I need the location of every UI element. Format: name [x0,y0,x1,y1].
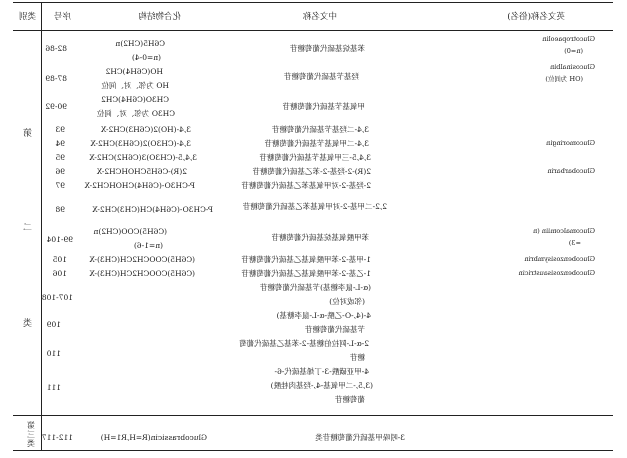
row-chinese-name: 1-乙基-2-苯甲酰氧基乙基硫代葡萄糖苷 [241,269,371,278]
top-rule [13,2,613,3]
row-number: 96 [55,167,65,176]
row-number: 98 [55,205,65,214]
row-structure: P-CH3O-(C6H4)CHOHCH2-X [84,181,195,190]
row-chinese-name: (α-L-鼠李糖基)苄基硫代葡萄糖苷 [260,283,371,292]
row-structure: 2(R)-C6H5CHOHCH2-X [96,167,187,176]
header-chinese-name: 中文名称 [302,12,337,22]
row-number: 87-89 [45,74,67,83]
row-english-name: (n=0) [564,47,583,55]
row-chinese-name: 1-甲基-2-苯甲酰氧基乙基硫代葡萄糖苷 [241,255,371,264]
row-number: 107-108 [41,293,73,302]
row-chinese-name: 2-羟基-2-对甲氧基苯乙基硫代葡萄糖苷 [241,181,371,190]
row-chinese-name: 4-甲亚磺酰-3-丁烯基硫代-6- [274,367,369,376]
header-rule [13,30,613,31]
row-chinese-name: 3,4-二甲氧基苄基硫代葡萄糖苷 [264,139,369,148]
header-structure: 化合物结构 [138,12,181,22]
row-structure: HO(C6H4)CH2 [105,67,163,76]
row-structure: 3,4-(HO)2(C6H3)CH2-X [100,125,191,134]
row-chinese-name: 苄基硫代葡萄糖苷 [305,325,365,334]
row-structure: (n=0-4) [131,53,161,62]
row-chinese-name: 2(R)-2-羟基-2-苯乙基硫代葡萄糖苷 [252,167,371,176]
row-english-name: (OH 为间位) [545,75,583,83]
row-number: 111 [46,383,61,392]
row-number: 105 [52,255,67,264]
row-structure: C6H5(CH2)n [115,39,165,48]
row-english-name: =3) [568,239,581,247]
row-chinese-name: 3-吲哚甲基硫代葡萄糖苷类 [315,433,405,442]
row-english-name: Glucobarbarin [547,167,595,175]
category-3-label: 第三类 [27,421,35,448]
row-chinese-name: 2-α-L-阿拉伯糖基-2-苯基乙基硫代葡萄 [239,339,369,348]
row-english-name: Glucomalcomiin (n [533,227,595,235]
row-number: 99-104 [46,235,73,244]
row-chinese-name: 3,4,5-三甲氧基苄基硫代葡萄糖苷 [259,153,371,162]
header-category: 类别 [18,12,36,22]
row-chinese-name: 苯基烷基硫代葡萄糖苷 [290,44,365,53]
category-char-3: 类 [22,319,32,329]
row-number: 90-92 [45,102,67,111]
row-number: 93 [55,125,65,134]
row-chinese-name: (邻或对位) [329,297,365,306]
header-english-name: 英文名称(俗名) [507,12,565,22]
row-number: 109 [46,320,61,329]
row-chinese-name: 糖苷 [350,353,365,362]
row-chinese-name: 3,4-二羟基苄基硫代葡萄糖苷 [272,125,369,134]
row-chinese-name: 羟基苄基硫代葡萄糖苷 [284,72,359,81]
category-char-1: 第 [22,129,32,139]
row-english-name: Glucobenzosisaustricin [518,269,595,277]
header-number: 序号 [53,12,71,22]
row-structure: CH3O(C6H4)CH2 [101,95,169,104]
row-structure: Glucobrassicin(R=H,R1=H) [100,433,207,442]
row-structure: (C6H5)COOCH2CH(CH3)-X [89,255,195,264]
bottom-rule [13,450,613,451]
row-english-name: Glucotropaeolin [542,35,595,43]
row-number: 94 [55,139,65,148]
section-rule [13,415,613,416]
row-english-name: Glucomoringin [546,139,595,147]
row-number: 95 [55,153,65,162]
row-structure: (C6H5)COOCH2CH(CH3)-X [89,269,195,278]
row-structure: (C6H5)COO(CH2)n [93,227,167,236]
row-chinese-name: 甲氧基苄基硫代葡萄糖苷 [282,102,365,111]
row-chinese-name: (3,5,-二甲氧基-4,-羟基肉桂酰) [270,381,373,390]
row-chinese-name: 4-(4,-O-乙酰-α-L-鼠李糖基) [276,311,371,320]
row-number: 82-86 [45,44,67,53]
row-number: 106 [52,269,67,278]
row-chinese-name: 2,2-二甲基-2-对甲氧基苯乙基硫代葡萄糖苷 [242,202,387,211]
row-english-name: Glucobenzosisymbrin [524,255,595,263]
row-structure: P-CH3O-(C6H4)CH(CH3)CH2-X [92,205,213,214]
row-number: 97 [55,181,65,190]
row-chinese-name: 葡萄糖苷 [335,395,365,404]
row-structure: 3,4-(CH3O)2(C6H3)CH2-X [90,139,191,148]
category-char-2: 二 [22,223,32,233]
row-structure: (n=1-6) [133,241,163,250]
category-divider [41,2,42,451]
row-structure: HO 为邻、对、间位 [101,81,169,90]
row-english-name: Glucosinalbin [550,63,595,71]
row-number: 112-117 [41,433,73,442]
row-chinese-name: 苯甲酰氧基烷基硫代葡萄糖苷 [271,233,369,242]
row-number: 110 [46,349,61,358]
row-structure: 3,4,5-(CH3O)3(C6H2)CH2-X [89,153,197,162]
row-structure: CH3O 为邻、对、间位 [96,109,175,118]
